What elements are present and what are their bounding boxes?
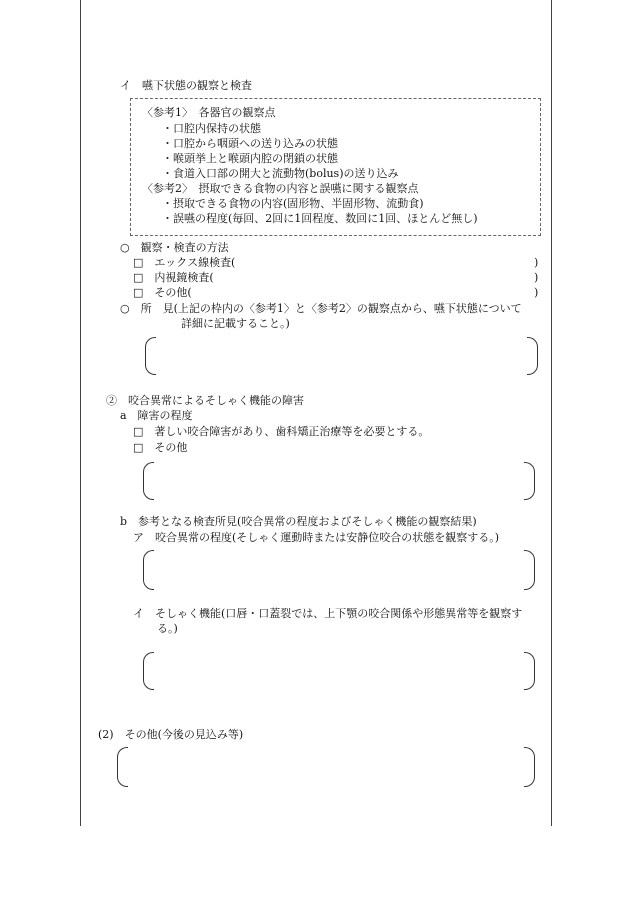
ref2-item: ・摂取できる食物の内容(固形物、半固形物、流動食) (162, 197, 424, 210)
other-exam-close-paren: ) (534, 286, 539, 299)
ref1-label: 〈参考1〉 各器官の観察点 (142, 106, 276, 119)
swallowing-section-title: イ 嚥下状態の観察と検査 (120, 79, 252, 92)
occlusion-degree-field-left-bracket[interactable] (143, 550, 154, 590)
degree-field-right-bracket[interactable] (524, 462, 535, 500)
occlusion-degree-title: ア 咬合異常の程度(そしゃく運動時または安静位咬合の状態を観察する。) (133, 531, 500, 544)
right-border-line (551, 0, 552, 826)
findings-field-left-bracket[interactable] (145, 337, 156, 375)
ref1-item: ・口腔内保持の状態 (162, 122, 261, 135)
disability-degree-title: a 障害の程度 (120, 409, 193, 422)
findings-field-right-bracket[interactable] (527, 337, 538, 375)
xray-close-paren: ) (534, 256, 539, 269)
occlusion-section-title: ② 咬合異常によるそしゃく機能の障害 (106, 394, 304, 407)
ref1-item: ・喉頭挙上と喉頭内腔の閉鎖の状態 (162, 152, 338, 165)
other-exam-checkbox[interactable]: □ その他( (133, 286, 192, 299)
prospects-field-right-bracket[interactable] (524, 747, 535, 787)
prospects-field-left-bracket[interactable] (117, 747, 128, 787)
method-title: ○ 観察・検査の方法 (120, 241, 229, 254)
chewing-field-right-bracket[interactable] (524, 652, 535, 690)
findings-instruction-line2: 詳細に記載すること。) (181, 317, 290, 330)
severe-occlusion-checkbox[interactable]: □ 著しい咬合障害があり、歯科矯正治療等を必要とする。 (133, 425, 430, 438)
left-border-line (80, 0, 81, 826)
findings-instruction-line1: ○ 所 見(上記の枠内の〈参考1〉と〈参考2〉の観察点から、嚥下状態について (120, 302, 522, 315)
chewing-function-line2: る。) (157, 622, 178, 635)
ref2-item: ・誤嚥の程度(毎回、2回に1回程度、数回に1回、ほとんど無し) (162, 212, 478, 225)
degree-field-left-bracket[interactable] (143, 462, 154, 500)
ref1-item: ・口腔から咽頭への送り込みの状態 (162, 137, 338, 150)
other-degree-checkbox[interactable]: □ その他 (133, 441, 188, 454)
ref2-label: 〈参考2〉 摂取できる食物の内容と誤嚥に関する観察点 (142, 182, 419, 195)
xray-checkbox[interactable]: □ エックス線検査( (133, 256, 236, 269)
reference-findings-title: b 参考となる検査所見(咬合異常の程度およびそしゃく機能の観察結果) (120, 515, 477, 528)
occlusion-degree-field-right-bracket[interactable] (524, 550, 535, 590)
chewing-function-line1: イ そしゃく機能(口唇・口蓋裂では、上下顎の咬合関係や形態異常等を観察す (133, 607, 523, 620)
endoscope-close-paren: ) (534, 271, 539, 284)
endoscope-checkbox[interactable]: □ 内視鏡検査( (133, 271, 214, 284)
other-prospects-title: (2) その他(今後の見込み等) (98, 728, 244, 741)
chewing-field-left-bracket[interactable] (143, 652, 154, 690)
ref1-item: ・食道入口部の開大と流動物(bolus)の送り込み (162, 167, 399, 180)
